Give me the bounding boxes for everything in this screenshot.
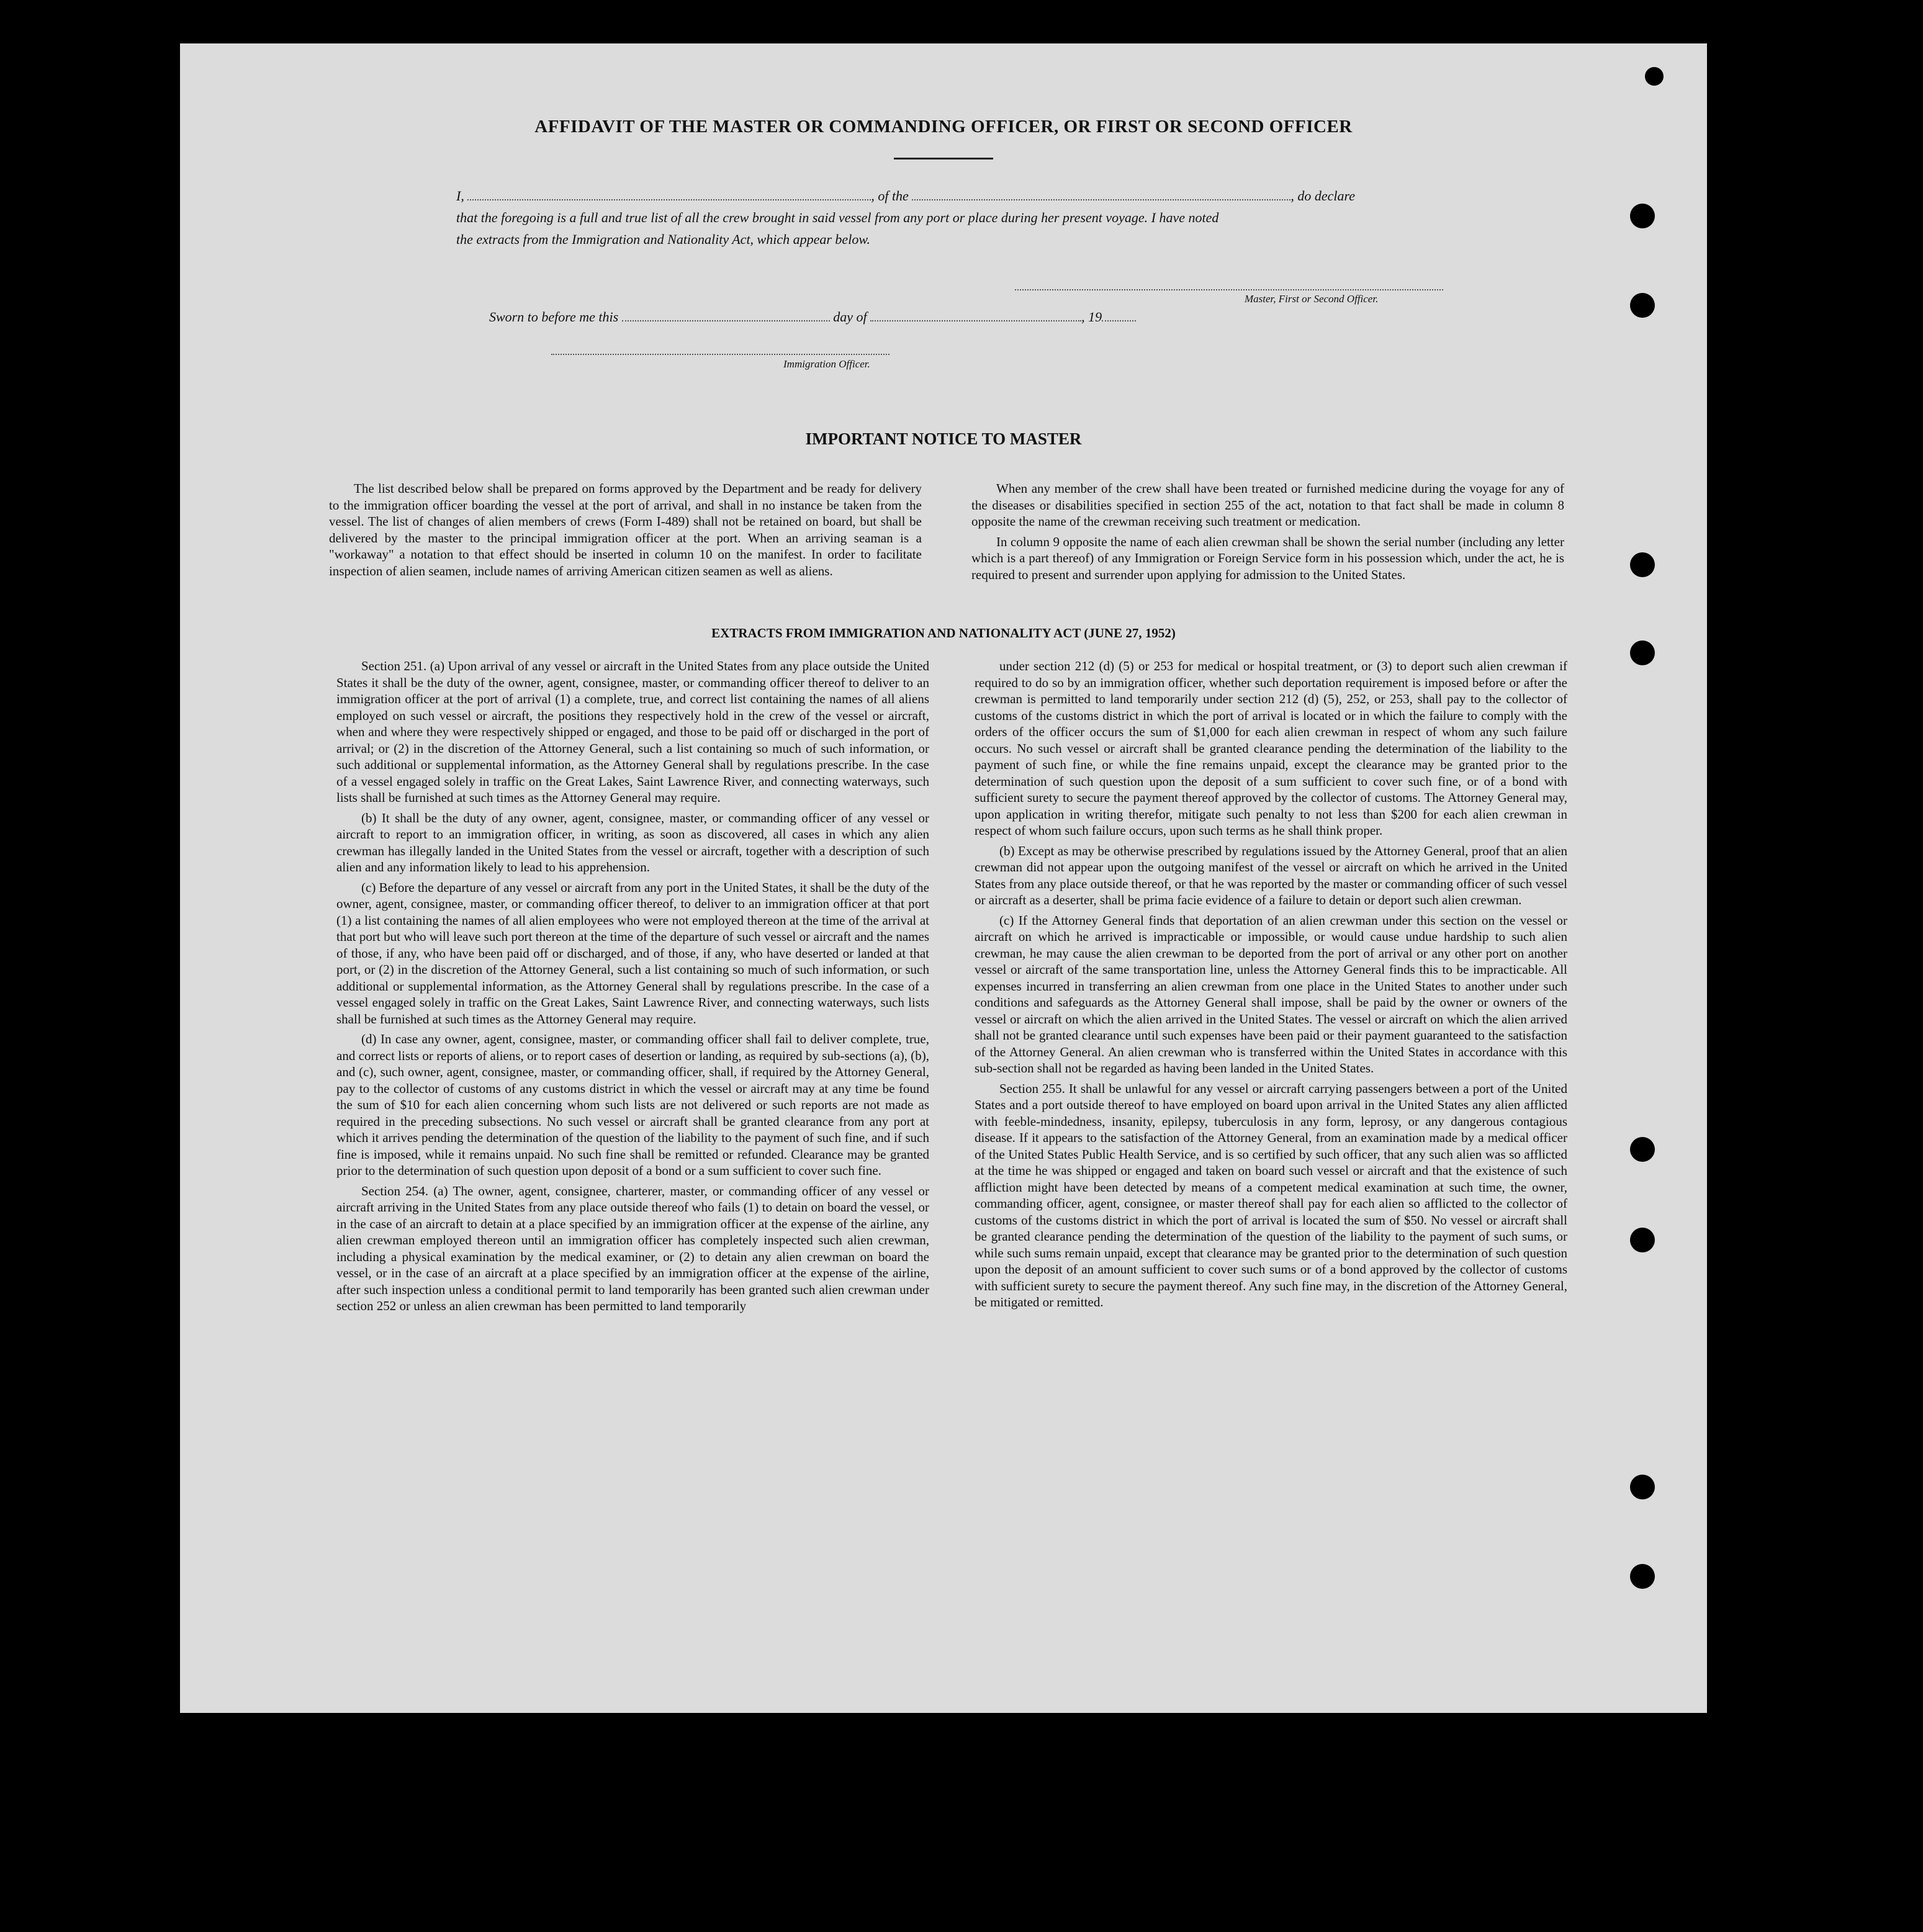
punch-hole <box>1630 204 1655 228</box>
affidavit-title: AFFIDAVIT OF THE MASTER OR COMMANDING OFFICER, OR FIRST OR SECOND OFFICER <box>534 117 1353 137</box>
extract-paragraph: (c) If the Attorney General finds that deportation of an alien crewman under this section on the vessel or aircraft on which he arrived is impracticable or impossible, or would cause undue hardship to such alien crewman, he may cause the alien crewman to be deported from the port of arrival or any other port on another vessel or aircraft of the same transportation line, unless the Attorney General finds this to be impracticable. All expenses incurred in transferring an alien crewman from one place in the United States to another under such conditions and safeguards as the Attorney General shall impose, shall be paid by the owner or owners of the vessel or aircraft on which the alien arrived in the United States. The vessel or aircraft on which the alien arrived shall not be granted clearance until such expenses have been paid or their payment guaranteed to the satisfaction of the Attorney General. An alien crewman who is transferred within the United States in accordance with this sub-section shall not be regarded as having been landed in the United States. <box>975 912 1567 1076</box>
sworn-label: Sworn to before me this <box>489 309 619 325</box>
punch-hole <box>1630 1564 1655 1589</box>
declaration-text <box>456 185 1617 250</box>
notice-paragraph: When any member of the crew shall have been treated or furnished medicine during the voyage for any of the diseases or disabilities specified in section 255 of the act, notation to that fact shall be made in column 8 opposite the name of the crewman receiving such treatment or medication. <box>971 481 1564 529</box>
punch-hole <box>1630 293 1655 318</box>
officer-caption: Immigration Officer. <box>783 358 870 370</box>
master-signature-line[interactable] <box>1015 289 1443 290</box>
punch-hole <box>1630 1228 1655 1252</box>
month-blank[interactable] <box>870 310 1081 321</box>
extracts-title: EXTRACTS FROM IMMIGRATION AND NATIONALITY ACT (JUNE 27, 1952) <box>711 626 1176 640</box>
day-blank[interactable] <box>622 310 830 321</box>
extract-paragraph: under section 212 (d) (5) or 253 for medical or hospital treatment, or (3) to deport such alien crewman if required to do so by an immigration officer, whether such deportation requirement is imposed before or after the crewman is permitted to land temporarily under section 212 (d) (5), 252, or 253, shall pay to the collector of customs of the customs district in which the port of arrival is located or in which the failure to comply with the orders of the officer occurs the sum of $1,000 for each alien crewman in respect of whom any such failure occurs. No such vessel or aircraft shall be granted clearance pending the determination of the liability to the payment of such fine, or while the fine remains unpaid, except the clearance may be granted prior to the determination of such question upon the deposit of a sum sufficient to cover such fine, or of a bond with sufficient surety to secure the payment thereof approved by the collector of customs. The Attorney General may, upon application in writing therefor, mitigate such penalty to not less than $200 for each alien crewman in respect of whom such failure occurs, upon such terms as he shall think proper. <box>975 658 1567 838</box>
name-blank[interactable] <box>467 189 871 200</box>
notice-paragraph: The list described below shall be prepared on forms approved by the Department and be ready for delivery to the immigration officer boarding the vessel at the port of arrival, and shall in no instance be taken from the vessel. The list of changes of alien members of crews (Form I-489) shall not be retained on board, but shall be delivered by the master to the principal immigration officer at the port. When an arriving seaman is a "workaway" a notation to that effect should be inserted in column 10 on the manifest. In order to facilitate inspection of alien seamen, include names of arriving American citizen seamen as well as aliens. <box>329 481 922 578</box>
extracts-left-column <box>336 658 929 1318</box>
year-blank[interactable] <box>1102 310 1136 321</box>
sworn-line <box>489 309 1136 325</box>
notice-title: IMPORTANT NOTICE TO MASTER <box>805 429 1082 448</box>
i-label: I, <box>456 188 464 204</box>
notice-right-column <box>971 480 1564 586</box>
extract-paragraph: Section 255. It shall be unlawful for any vessel or aircraft carrying passengers between a port of the United States and a port outside thereof to have employed on board upon arrival in the United States any alien afflicted with feeble-mindedness, insanity, epilepsy, tuberculosis in any form, leprosy, or any dangerous contagious disease. If it appears to the satisfaction of the Attorney General, from an examination made by a medical officer of the United States Public Health Service, and is so certified by such officer, that any such alien was so afflicted at the time he was shipped or engaged and taken on board such vessel or aircraft and that the existence of such affliction might have been detected by means of a competent medical examination at such time, the owner, commanding officer, agent, consignee, or master thereof shall pay for each alien so afflicted to the collector of customs of the customs district in which the port of arrival is located the sum of $50. No vessel or aircraft shall be granted clearance pending the determination of the question of the liability to the payment of such sums, or while such sums remain unpaid, except that clearance may be granted prior to the determination of such question upon the deposit of an amount sufficient to cover such sums or of a bond approved by the collector of customs with sufficient surety to secure the payment thereof. Any such fine may, in the discretion of the Attorney General, be mitigated or remitted. <box>975 1081 1567 1310</box>
extracts-right-column <box>975 658 1567 1314</box>
extract-paragraph: Section 251. (a) Upon arrival of any vessel or aircraft in the United States from any place outside the United States it shall be the duty of the owner, agent, consignee, master, or commanding officer thereof to deliver to an immigration officer at the port of arrival (1) a complete, true, and correct list containing the names of all aliens employed on such vessel or aircraft, the positions they respectively hold in the crew of the vessel or aircraft, when and where they were respectively shipped or engaged, and those to be paid off or discharged in the port of arrival; or (2) in the discretion of the Attorney General, such a list containing so much of such information, or such additional or supplemental information, as the Attorney General shall by regulations prescribe. In the case of a vessel engaged solely in traffic on the Great Lakes, Saint Lawrence River, and connecting waterways, such lists shall be furnished at such times as the Attorney General may require. <box>336 658 929 805</box>
punch-hole <box>1645 67 1664 86</box>
extract-paragraph: (c) Before the departure of any vessel or aircraft from any port in the United States, it shall be the duty of the owner, agent, consignee, master, or commanding officer thereof, to deliver to an immigration officer at that port (1) a list containing the names of all alien employees who were not employed thereon at the time of the arrival at that port but who will leave such port thereon at the time of the departure of such vessel or aircraft and the names of those, if any, who have been paid off or discharged, and of those, if any, who have deserted or landed at that port, or (2) in the discretion of the Attorney General, such a list containing so much of such information, or such additional or supplemental information, as the Attorney General shall by regulations prescribe. In the case of a vessel engaged solely in traffic on the Great Lakes, Saint Lawrence River, and connecting waterways, such lists shall be furnished at such times as the Attorney General may require. <box>336 879 929 1027</box>
master-caption: Master, First or Second Officer. <box>1245 293 1379 305</box>
declaration-line-3: the extracts from the Immigration and Nationality Act, which appear below. <box>456 231 870 247</box>
year-label: , 19 <box>1081 309 1102 325</box>
day-of-label: day of <box>833 309 867 325</box>
extract-paragraph: Section 254. (a) The owner, agent, consignee, charterer, master, or commanding officer of any vessel or aircraft arriving in the United States from any place outside thereof who fails (1) to detain on board the vessel, or in the case of an aircraft to detain at a place specified by an immigration officer at the expense of the airline, any alien crewman employed thereon until an immigration officer has completely inspected such alien crewman, including a physical examination by the medical examiner, or (2) to detain any alien crewman on board the vessel, or in the case of an aircraft at a place specified by an immigration officer at the expense of the airline, after such inspection unless a conditional permit to land temporarily has been granted such alien crewman under section 252 or unless an alien crewman has been permitted to land temporarily <box>336 1183 929 1313</box>
punch-hole <box>1630 640 1655 665</box>
declare-label: , do declare <box>1290 188 1355 204</box>
title-rule <box>894 158 993 160</box>
officer-signature-line[interactable] <box>551 354 889 355</box>
declaration-line-2: that the foregoing is a full and true list of all the crew brought in said vessel from any port or place during her present voyage. I have noted <box>456 210 1219 225</box>
punch-hole <box>1630 1137 1655 1162</box>
punch-hole <box>1630 552 1655 577</box>
extract-paragraph: (b) Except as may be otherwise prescribed by regulations issued by the Attorney General, proof that an alien crewman did not appear upon the outgoing manifest of the vessel or aircraft on which he arrived in the United States from any place outside thereof, or that he was reported by the master or commanding officer of such vessel or aircraft as a deserter, shall be prima facie evidence of a failure to detain or deport such alien crewman. <box>975 843 1567 907</box>
notice-left-column <box>329 480 922 583</box>
vessel-blank[interactable] <box>912 189 1290 200</box>
of-the-label: , of the <box>871 188 909 204</box>
extract-paragraph: (b) It shall be the duty of any owner, agent, consignee, master, or commanding officer of any vessel or aircraft to report to an immigration officer, in writing, as soon as discovered, all cases in which any alien crewman has illegally landed in the United States from the vessel or aircraft, together with a description of such alien and any information likely to lead to his apprehension. <box>336 810 929 874</box>
notice-paragraph: In column 9 opposite the name of each alien crewman shall be shown the serial number (including any letter which is a part thereof) of any Immigration or Foreign Service form in his possession which, under the act, he is required to present and surrender upon applying for admission to the United States. <box>971 534 1564 582</box>
extract-paragraph: (d) In case any owner, agent, consignee, master, or commanding officer shall fail to deliver complete, true, and correct lists or reports of aliens, or to report cases of desertion or landing, as required by sub-sections (a), (b), and (c), such owner, agent, consignee, master, or commanding officer, shall, if required by the Attorney General, pay to the collector of customs of any customs district in which the vessel or aircraft may at any time be found the sum of $10 for each alien concerning whom such lists are not delivered or such reports are not made as required in the preceding subsections. No such vessel or aircraft shall be granted clearance from any port at which it arrives pending the determination of the question of the liability to the payment of such fine, and if such fine is imposed, while it remains unpaid. No such fine shall be remitted or refunded. Clearance may be granted prior to the determination of such question upon deposit of a bond or a sum sufficient to cover such fine. <box>336 1031 929 1178</box>
punch-hole <box>1630 1475 1655 1499</box>
document-page <box>180 43 1707 1713</box>
